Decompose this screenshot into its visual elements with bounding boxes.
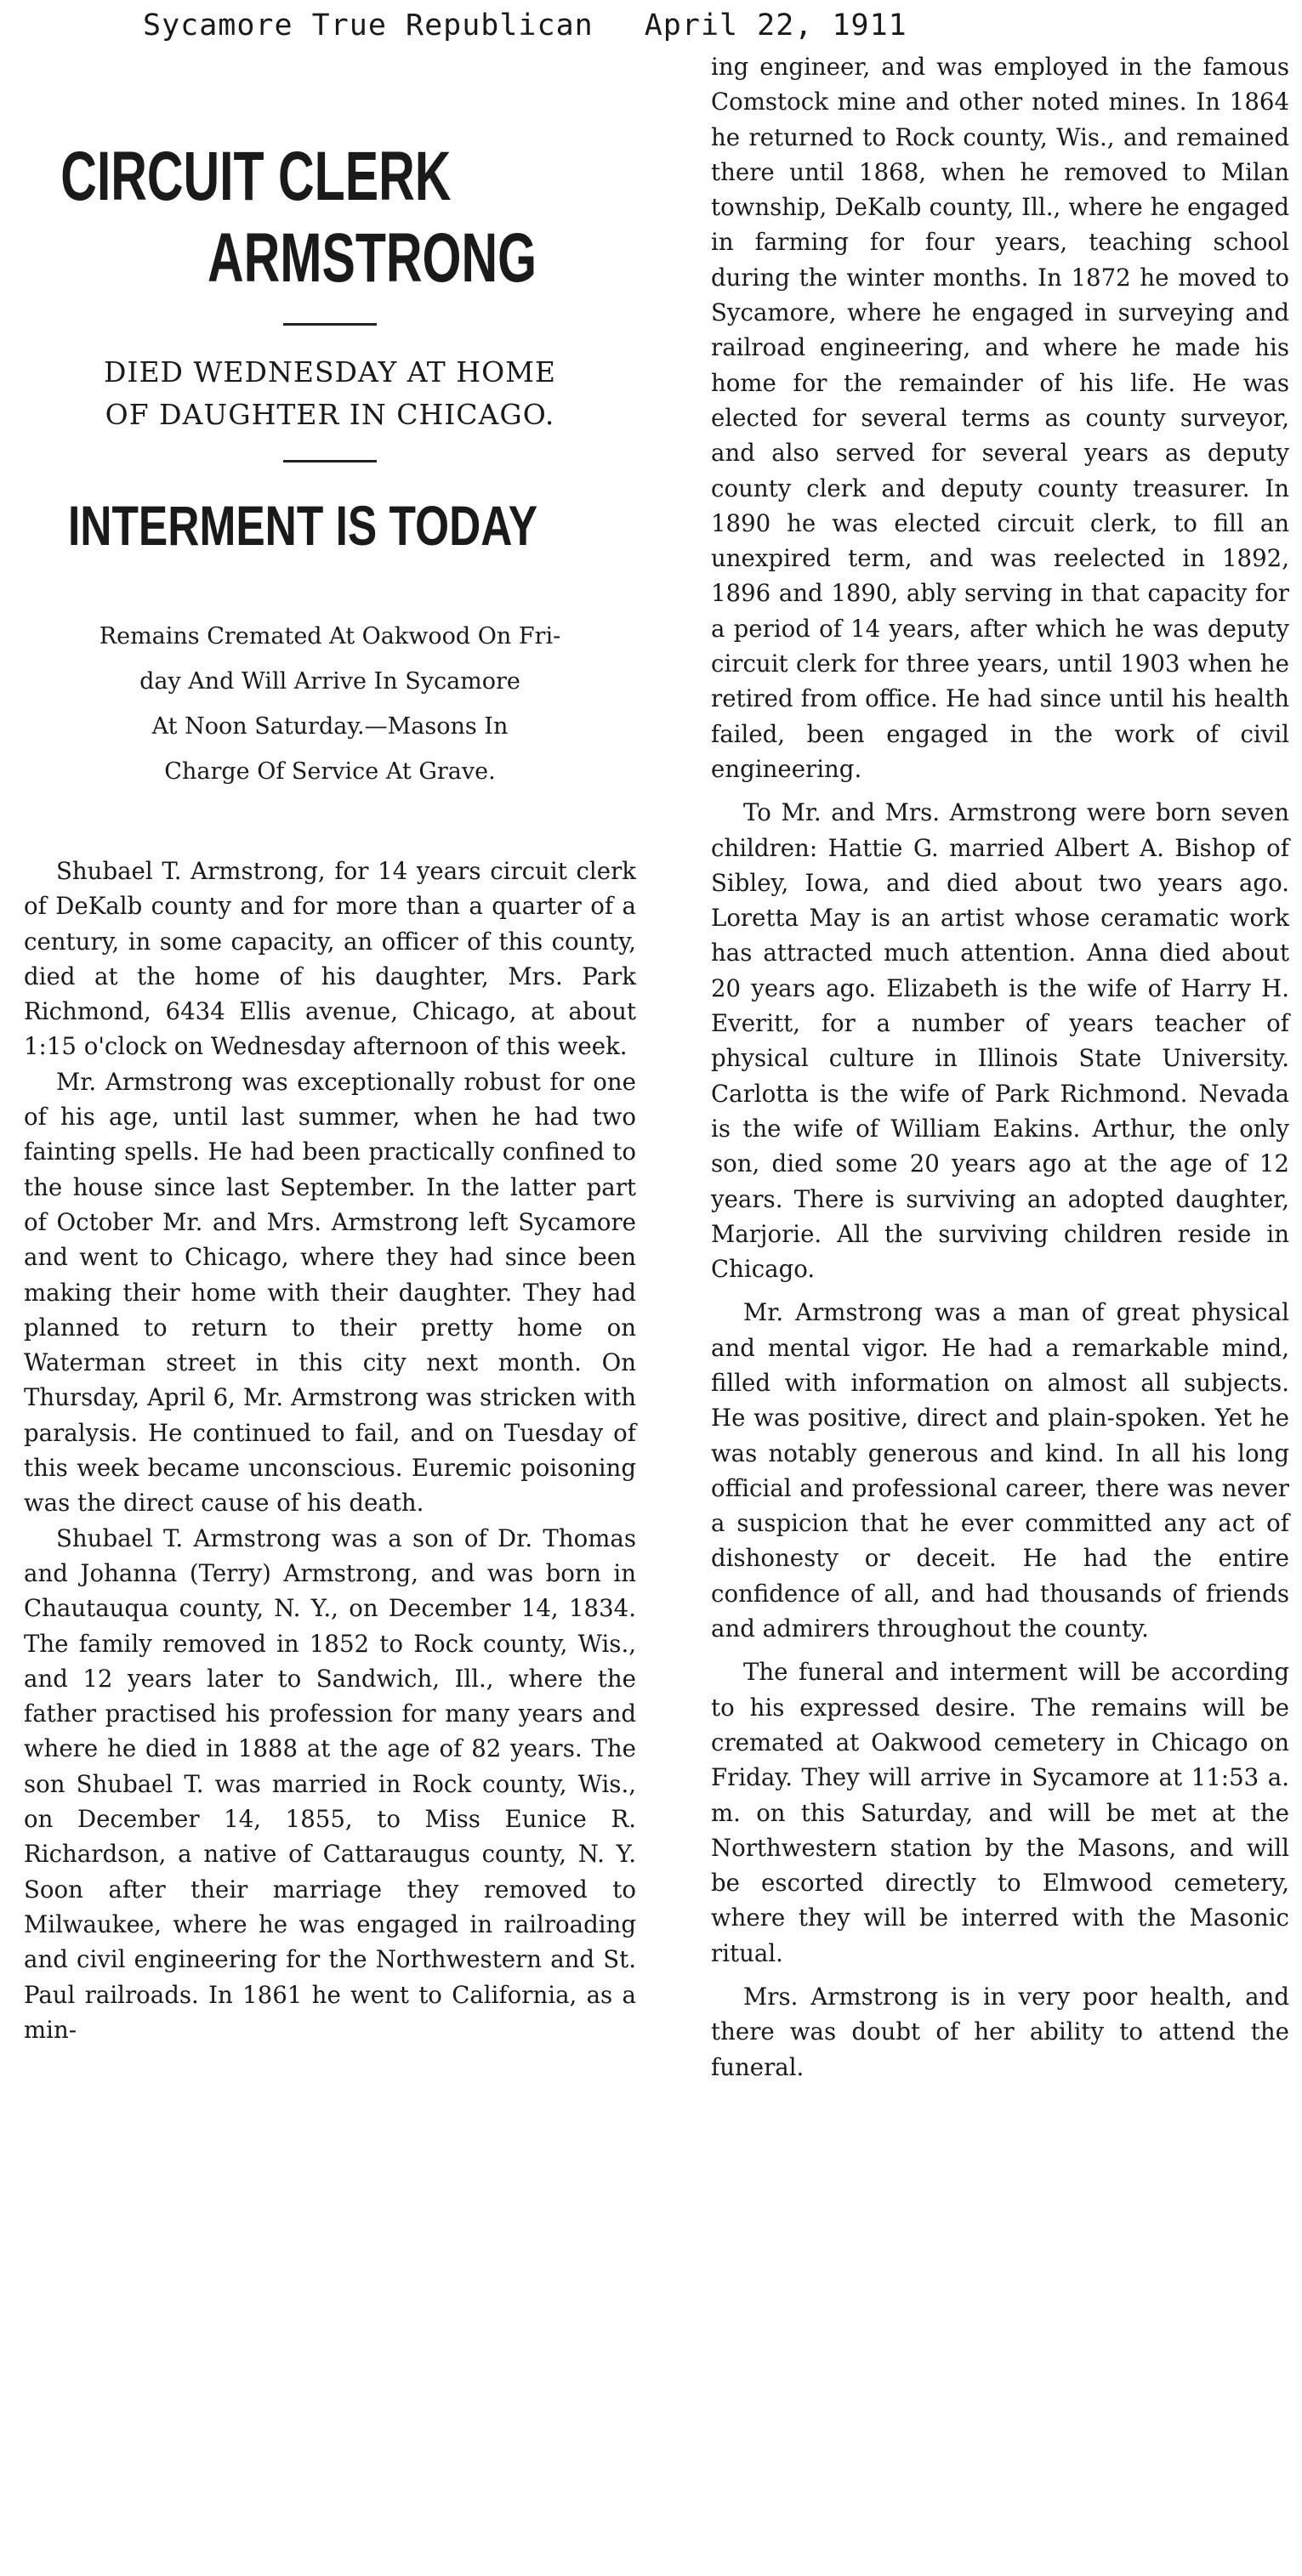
publication-date: April 22, 1911: [644, 9, 907, 43]
deck-line-4: Charge Of Service At Grave.: [164, 758, 496, 785]
headline-line-1: CIRCUIT CLERK: [60, 138, 452, 215]
article-paragraph-continued: ing engineer, and was employed in the famous Comstock mine and other noted mines. In 1864 he returned to Rock county, Wis., and remained there until 1868, when he removed to Milan township, DeKalb county, Ill., where he engaged in farming for four years, teaching school during the winter months. In 1872 he moved to Sycamore, where he engaged in surveying and railroad engineering, and where he made his home for the remainder of his life. He was elected for several terms as county surveyor, and also served for several years as deputy county clerk and deputy county treasurer. In 1890 he was elected circuit clerk, to fill an unexpired term, and was reelected in 1892, 1896 and 1890, ably serving in that capacity for a period of 14 years, after which he was deputy circuit clerk for three years, until 1903 when he retired from office. He had since until his health failed, been engaged in the work of civil engineering.: [711, 53, 1289, 783]
article-paragraph: Mr. Armstrong was exceptionally robust for one of his age, until last summer, when he had two fainting spells. He had been practically confined to the house since last September. In the latter part of October Mr. and Mrs. Armstrong left Sycamore and went to Chicago, where they had since been making their home with their daughter. They had planned to return to their pretty home on Waterman street in this city next month. On Thursday, April 6, Mr. Armstrong was stricken with paralysis. He continued to fail, and on Tuesday of this week became unconscious. Euremic poisoning was the direct cause of his death.: [24, 1067, 636, 1518]
second-headline: INTERMENT IS TODAY: [68, 494, 538, 557]
article-body-left: [24, 854, 636, 2047]
left-column: [24, 68, 636, 2047]
article-paragraph: Shubael T. Armstrong was a son of Dr. Thomas and Johanna (Terry) Armstrong, and was born in Chautauqua county, N. Y., on December 14, 1834. The family removed in 1852 to Rock county, Wis., and 12 years later to Sandwich, Ill., where the father practised his profession for many years and where he died in 1888 at the age of 82 years. The son Shubael T. was married in Rock county, Wis., on December 14, 1855, to Miss Eunice R. Richardson, a native of Cattaraugus county, N. Y. Soon after their marriage they removed to Milwaukee, where he was engaged in railroading and civil engineering for the Northwestern and St. Paul railroads. In 1861 he went to California, as a min-: [24, 1523, 636, 2044]
newspaper-name: Sycamore True Republican: [143, 9, 594, 43]
article-paragraph: Shubael T. Armstrong, for 14 years circuit clerk of DeKalb county and for more than a quarter of a century, in some capacity, an officer of this county, died at the home of his daughter, Mrs. Park Richmond, 6434 Ellis avenue, Chicago, at about 1:15 o'clock on Wednesday afternoon of this week.: [24, 857, 636, 1061]
main-headline: [24, 136, 537, 299]
article-paragraph: The funeral and interment will be according to his expressed desire. The remains will be cremated at Oakwood cemetery in Chicago on Friday. They will arrive in Sycamore at 11:53 a. m. on this Saturday, and will be met at the Northwestern station by the Masons, and will be escorted directly to Elmwood cemetery, where they will be interred with the Masonic ritual.: [711, 1658, 1289, 1967]
headline-line-2: ARMSTRONG: [208, 219, 537, 297]
article-paragraph: Mr. Armstrong was a man of great physical and mental vigor. He had a remarkable mind, filled with information on almost all subjects. He was positive, direct and plain-spoken. Yet he was notably generous and kind. In all his long official and professional career, there was never a suspicion that he ever committed any act of dishonesty or deceit. He had the entire confidence of all, and had thousands of friends and admirers throughout the county.: [711, 1298, 1289, 1643]
deck-line-2: day And Will Arrive In Sycamore: [139, 668, 520, 695]
masthead: [143, 9, 1044, 43]
deck-line-1: Remains Cremated At Oakwood On Fri-: [99, 623, 561, 650]
summary-deck: [24, 614, 636, 794]
subheadline-line-2: OF DAUGHTER IN CHICAGO.: [105, 398, 555, 431]
right-column: [711, 49, 1289, 2085]
deck-line-3: At Noon Saturday.—Masons In: [151, 713, 509, 740]
subheadline: [24, 351, 636, 436]
article-paragraph: To Mr. and Mrs. Armstrong were born seven children: Hattie G. married Albert A. Bishop of Sibley, Iowa, and died about two years ago. Loretta May is an artist whose ceramatic work has attracted much attention. Anna died about 20 years ago. Elizabeth is the wife of Harry H. Everitt, for a number of years teacher of physical culture in Illinois State University. Carlotta is the wife of Park Richmond. Nevada is the wife of William Eakins. Arthur, the only son, died some 20 years ago at the age of 12 years. There is surviving an adopted daughter, Marjorie. All the surviving children reside in Chicago.: [711, 798, 1289, 1284]
divider-rule: [283, 460, 377, 462]
subheadline-line-1: DIED WEDNESDAY AT HOME: [103, 355, 557, 389]
article-body-right: [711, 49, 1289, 2085]
article-paragraph: Mrs. Armstrong is in very poor health, and there was doubt of her ability to attend the funeral.: [711, 1983, 1289, 2081]
divider-rule: [283, 323, 377, 326]
